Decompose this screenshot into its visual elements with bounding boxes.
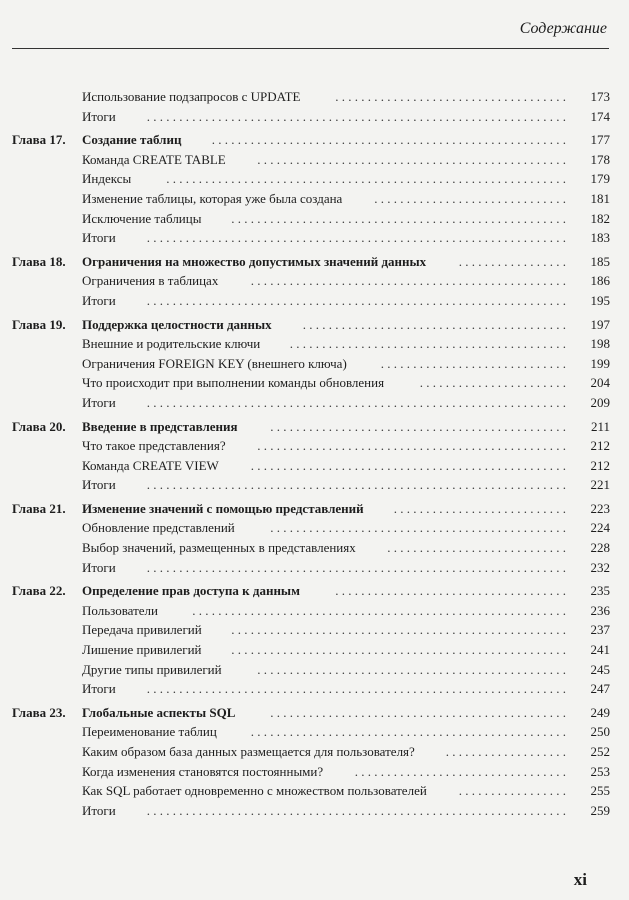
dot-leader: . . . . . . . . . . . . . . . . . (458, 253, 566, 269)
entry-title: Когда изменения становятся постоянными? (82, 763, 324, 779)
dot-leader: . . . . . . . . . . . . . . . . . . . . . . . . . . . . . . . . . . . . . . . . . . . . . . (270, 520, 566, 536)
dot-leader: . . . . . . . . . . . . . . . . . . . . . . . . . . . . . . . . . . . . (335, 89, 566, 104)
dot-leader: . . . . . . . . . . . . . . . . . . . (445, 744, 566, 759)
entry-title: Изменение таблицы, которая уже была создана (82, 190, 343, 206)
toc-chapter-entry[interactable] (0, 499, 629, 519)
dot-leader: . . . . . . . . . . . . . . . . . . . . . . . (419, 375, 566, 391)
entry-title: Другие типы привилегий (82, 661, 222, 677)
page-folio: xi (573, 870, 587, 889)
entry-title: Введение в представления (82, 418, 238, 434)
entry-title: Что происходит при выполнении команды обновления (82, 375, 385, 391)
entry-line (82, 722, 610, 742)
page-number: 179 (590, 171, 610, 187)
page-number: 183 (590, 230, 610, 246)
dot-leader: . . . . . . . . . . . . . . . . . . . . . . . . . . . . . . . . . . . . . . . . . . . . . . . . . . . . (231, 622, 566, 638)
dot-leader: . . . . . . . . . . . . . . . . . . . . . . . . . . . . . . . . . . . . . . . . . . . . . . (270, 704, 566, 720)
dot-leader: . . . . . . . . . . . . . . . . . . . . . . . . . . . (393, 500, 566, 516)
entry-title: Итоги (82, 230, 116, 246)
dot-leader: . . . . . . . . . . . . . . . . . . . . . . . . . . . . . (380, 355, 566, 371)
entry-line (82, 252, 610, 272)
toc-chapter-entry[interactable] (0, 315, 629, 335)
chapter-label: Глава 20. (12, 418, 66, 434)
dot-leader: . . . . . . . . . . . . . . . . . . . . . . . . . . . . . . . . . . . . . . . . . . . . . . . . . (250, 457, 566, 473)
chapter-label: Глава 23. (12, 704, 66, 720)
dot-leader: . . . . . . . . . . . . . . . . . . . . . . . . . . . . . . . . . . . . . . . . . . . . . . (270, 418, 566, 434)
toc-section-entry[interactable] (0, 475, 629, 495)
entry-line (82, 271, 610, 291)
page-number: 241 (590, 642, 610, 658)
entry-line (82, 620, 610, 640)
toc-chapter-entry[interactable] (0, 417, 629, 437)
toc-section-entry[interactable] (0, 620, 629, 640)
chapter-label: Глава 17. (12, 132, 66, 148)
dot-leader: . . . . . . . . . . . . . . . . . . . . . . . . . . . . . . . . . (354, 763, 566, 779)
entry-line (82, 87, 610, 107)
entry-title: Ограничения на множество допустимых значений данных (82, 253, 427, 269)
dot-leader: . . . . . . . . . . . . . . . . . (458, 783, 566, 799)
toc-section-entry[interactable] (0, 762, 629, 782)
dot-leader: . . . . . . . . . . . . . . . . . . . . . . . . . . . . . . . . . . . . . . . . . . . . . . . . (257, 438, 566, 454)
page-number: 212 (590, 438, 610, 454)
entry-line (82, 703, 610, 723)
dot-leader: . . . . . . . . . . . . . . . . . . . . . . . . . . . . . . . . . . . . . . . . . . . . . . . . . . . . . . . . . . . . . . . . . (146, 394, 566, 410)
dot-leader: . . . . . . . . . . . . . . . . . . . . . . . . . . . . . . . . . . . . . . . . . . . . . . . . . . . . . . . . . . . . . . . . . (146, 108, 566, 124)
page-number: 209 (590, 394, 610, 410)
dot-leader: . . . . . . . . . . . . . . . . . . . . . . . . . . . . . . . . . . . . . . . . . . . (289, 336, 566, 352)
page-number: 228 (590, 540, 610, 556)
entry-title: Ограничения FOREIGN KEY (внешнего ключа) (82, 355, 347, 371)
entry-title: Итоги (82, 394, 116, 410)
page-number: 232 (590, 559, 610, 575)
entry-title: Создание таблиц (82, 132, 182, 148)
page-number: 174 (590, 108, 610, 124)
entry-line (82, 169, 610, 189)
page-number: 249 (590, 704, 610, 720)
dot-leader: . . . . . . . . . . . . . . . . . . . . . . . . . . . . . . . . . . . . . . . . . . . . . . . . . . . . . . . . . . . . . . . . . (146, 802, 566, 818)
toc-section-entry[interactable] (0, 781, 629, 801)
entry-line (82, 354, 610, 374)
entry-line (82, 660, 610, 680)
toc-section-entry[interactable] (0, 558, 629, 578)
page-number: 259 (590, 802, 610, 818)
table-of-contents (0, 87, 629, 820)
page-number: 177 (590, 132, 610, 148)
chapter-label: Глава 22. (12, 583, 66, 599)
toc-chapter-entry[interactable] (0, 703, 629, 723)
entry-title: Итоги (82, 108, 116, 124)
entry-line (82, 781, 610, 801)
entry-title: Итоги (82, 477, 116, 493)
entry-line (82, 228, 610, 248)
page-number: 199 (590, 355, 610, 371)
page-number: 245 (590, 661, 610, 677)
entry-title: Итоги (82, 559, 116, 575)
dot-leader: . . . . . . . . . . . . . . . . . . . . . . . . . . . . . . . . . . . . . . . . . (302, 316, 566, 332)
toc-section-entry[interactable] (0, 538, 629, 558)
entry-title: Выбор значений, размещенных в представлениях (82, 540, 356, 556)
toc-section-entry[interactable] (0, 354, 629, 374)
entry-title: Команда CREATE VIEW (82, 457, 219, 473)
entry-line (82, 499, 610, 519)
entry-title: Исключение таблицы (82, 210, 202, 226)
entry-line (82, 334, 610, 354)
dot-leader: . . . . . . . . . . . . . . . . . . . . . . . . . . . . . . . . . . . . . . . . . . . . . . . . . . . . . . . . . . . . . . . . . (146, 681, 566, 697)
entry-title: Ограничения в таблицах (82, 273, 219, 289)
page-number: 197 (590, 316, 610, 332)
page-number: 181 (590, 190, 610, 206)
entry-title: Что такое представления? (82, 438, 226, 454)
page-number: 186 (590, 273, 610, 289)
entry-line (82, 538, 610, 558)
chapter-label: Глава 19. (12, 316, 66, 332)
entry-line (82, 291, 610, 311)
dot-leader: . . . . . . . . . . . . . . . . . . . . . . . . . . . . . . . . . . . . . . . . . . . . . . . . . . . . (231, 642, 566, 658)
toc-section-entry[interactable] (0, 660, 629, 680)
entry-line (82, 558, 610, 578)
entry-title: Лишение привилегий (82, 642, 202, 658)
entry-line (82, 475, 610, 495)
entry-line (82, 436, 610, 456)
entry-line (82, 518, 610, 538)
entry-title: Индексы (82, 171, 132, 187)
entry-line (82, 601, 610, 621)
dot-leader: . . . . . . . . . . . . . . . . . . . . . . . . . . . . . . . . . . . . . . . . . . . . . . . . . . . . . . . . . . . . . . (166, 171, 566, 187)
dot-leader: . . . . . . . . . . . . . . . . . . . . . . . . . . . . . . . . . . . . . . . . . . . . . . . . . (250, 724, 566, 740)
page-number: 185 (590, 253, 610, 269)
dot-leader: . . . . . . . . . . . . . . . . . . . . . . . . . . . . . . . . . . . . . . . . . . . . . . . . . . . . (231, 210, 566, 226)
chapter-label: Глава 21. (12, 500, 66, 516)
entry-title: Определение прав доступа к данным (82, 583, 300, 599)
entry-title: Итоги (82, 292, 116, 308)
page-number: 247 (590, 681, 610, 697)
toc-section-entry[interactable] (0, 640, 629, 660)
page-number: 223 (590, 500, 610, 516)
entry-title: Команда CREATE TABLE (82, 151, 226, 167)
page-number: 204 (590, 375, 610, 391)
entry-title: Передача привилегий (82, 622, 202, 638)
dot-leader: . . . . . . . . . . . . . . . . . . . . . . . . . . . . . . . . . . . . . . . . . . . . . . . . . (250, 273, 566, 289)
entry-title: Итоги (82, 681, 116, 697)
header-rule (12, 48, 609, 49)
toc-section-entry[interactable] (0, 334, 629, 354)
running-head-title: Содержание (519, 20, 607, 37)
entry-title: Внешние и родительские ключи (82, 336, 261, 352)
dot-leader: . . . . . . . . . . . . . . . . . . . . . . . . . . . . . . . . . . . . (335, 583, 566, 599)
toc-section-entry[interactable] (0, 601, 629, 621)
toc-section-entry[interactable] (0, 150, 629, 170)
toc-section-entry[interactable] (0, 291, 629, 311)
dot-leader: . . . . . . . . . . . . . . . . . . . . . . . . . . . . . . . . . . . . . . . . . . . . . . . . (257, 151, 566, 167)
entry-title: Как SQL работает одновременно с множеством пользователей (82, 783, 427, 799)
dot-leader: . . . . . . . . . . . . . . . . . . . . . . . . . . . . . . . . . . . . . . . . . . . . . . . . (257, 661, 566, 677)
entry-line (82, 742, 610, 762)
toc-section-entry[interactable] (0, 169, 629, 189)
page-number: 212 (590, 457, 610, 473)
toc-section-entry[interactable] (0, 107, 629, 127)
dot-leader: . . . . . . . . . . . . . . . . . . . . . . . . . . . . . . . . . . . . . . . . . . . . . . . . . . . . . . . . . . (192, 602, 566, 618)
entry-line (82, 456, 610, 476)
page-number: 182 (590, 210, 610, 226)
dot-leader: . . . . . . . . . . . . . . . . . . . . . . . . . . . . . . . . . . . . . . . . . . . . . . . . . . . . . . . . . . . . . . . . . (146, 477, 566, 493)
entry-line (82, 581, 610, 601)
toc-chapter-entry[interactable] (0, 130, 629, 150)
entry-line (82, 640, 610, 660)
page-number: 252 (590, 744, 610, 759)
dot-leader: . . . . . . . . . . . . . . . . . . . . . . . . . . . . . . . . . . . . . . . . . . . . . . . . . . . . . . . (211, 132, 566, 148)
toc-section-entry[interactable] (0, 373, 629, 393)
entry-title: Глобальные аспекты SQL (82, 704, 236, 720)
page-number: 173 (590, 89, 610, 104)
toc-section-entry[interactable] (0, 87, 629, 107)
entry-line (82, 209, 610, 229)
page-number: 255 (590, 783, 610, 799)
entry-line (82, 189, 610, 209)
page-number: 178 (590, 151, 610, 167)
entry-title: Переименование таблиц (82, 724, 217, 740)
toc-section-entry[interactable] (0, 228, 629, 248)
entry-line (82, 130, 610, 150)
entry-line (82, 417, 610, 437)
page-number: 236 (590, 602, 610, 618)
entry-line (82, 801, 610, 821)
toc-section-entry[interactable] (0, 679, 629, 699)
entry-line (82, 762, 610, 782)
page-number: 235 (590, 583, 610, 599)
entry-title: Итоги (82, 802, 116, 818)
page-number: 221 (590, 477, 610, 493)
entry-line (82, 150, 610, 170)
toc-section-entry[interactable] (0, 393, 629, 413)
dot-leader: . . . . . . . . . . . . . . . . . . . . . . . . . . . . (387, 540, 566, 556)
toc-section-entry[interactable] (0, 189, 629, 209)
toc-chapter-entry[interactable] (0, 252, 629, 272)
toc-section-entry[interactable] (0, 456, 629, 476)
toc-section-entry[interactable] (0, 271, 629, 291)
page-number: 198 (590, 336, 610, 352)
toc-section-entry[interactable] (0, 722, 629, 742)
entry-line (82, 107, 610, 127)
entry-line (82, 393, 610, 413)
dot-leader: . . . . . . . . . . . . . . . . . . . . . . . . . . . . . . . . . . . . . . . . . . . . . . . . . . . . . . . . . . . . . . . . . (146, 292, 566, 308)
entry-title: Поддержка целостности данных (82, 316, 272, 332)
entry-title: Каким образом база данных размещается для пользователя? (82, 744, 415, 759)
entry-title: Обновление представлений (82, 520, 235, 536)
entry-title: Использование подзапросов с UPDATE (82, 89, 301, 104)
chapter-label: Глава 18. (12, 253, 66, 269)
toc-chapter-entry[interactable] (0, 581, 629, 601)
toc-section-entry[interactable] (0, 518, 629, 538)
dot-leader: . . . . . . . . . . . . . . . . . . . . . . . . . . . . . . (374, 190, 566, 206)
entry-title: Пользователи (82, 602, 158, 618)
page-number: 253 (590, 763, 610, 779)
entry-line (82, 679, 610, 699)
toc-section-entry[interactable] (0, 436, 629, 456)
toc-section-entry[interactable] (0, 742, 629, 762)
toc-section-entry[interactable] (0, 209, 629, 229)
entry-line (82, 373, 610, 393)
toc-section-entry[interactable] (0, 801, 629, 821)
dot-leader: . . . . . . . . . . . . . . . . . . . . . . . . . . . . . . . . . . . . . . . . . . . . . . . . . . . . . . . . . . . . . . . . . (146, 559, 566, 575)
dot-leader: . . . . . . . . . . . . . . . . . . . . . . . . . . . . . . . . . . . . . . . . . . . . . . . . . . . . . . . . . . . . . . . . . (146, 230, 566, 246)
page-number: 237 (590, 622, 610, 638)
page-number: 195 (590, 292, 610, 308)
entry-title: Изменение значений с помощью представлений (82, 500, 364, 516)
page-number: 211 (590, 418, 610, 434)
page-number: 224 (590, 520, 610, 536)
page-number: 250 (590, 724, 610, 740)
entry-line (82, 315, 610, 335)
